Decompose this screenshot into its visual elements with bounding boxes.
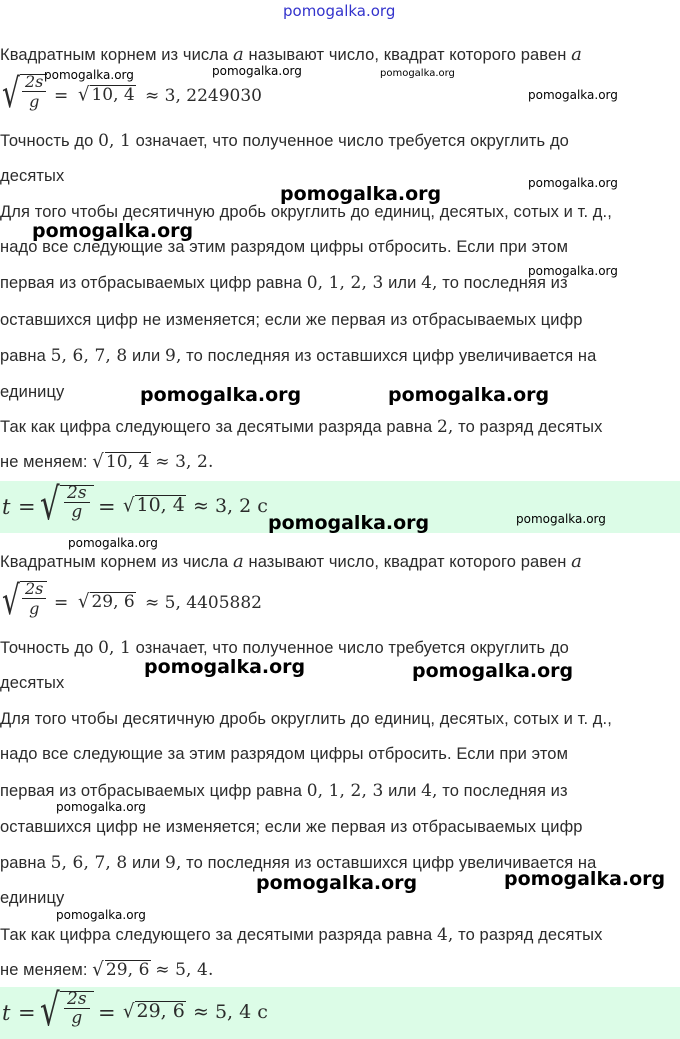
- watermark: pomogalka.org: [144, 656, 306, 678]
- rule-line-2: надо все следующие за этим разрядом цифры отбросить. Если при этом: [0, 745, 569, 763]
- watermark: pomogalka.org: [412, 660, 574, 682]
- rule-line-4: оставшихся цифр не изменяется; если же первая из отбрасываемых цифр: [0, 818, 583, 836]
- watermark: pomogalka.org: [56, 908, 146, 922]
- watermark: pomogalka.org: [280, 183, 442, 205]
- watermark: pomogalka.org: [56, 800, 146, 814]
- watermark: pomogalka.org: [528, 176, 618, 190]
- watermark: pomogalka.org: [380, 68, 455, 79]
- watermark: pomogalka.org: [504, 868, 666, 890]
- rule-line-6: единицу: [0, 383, 65, 401]
- rule-line-3: первая из отбрасываемых цифр равна 0, 1, 2, 3 или 4, то последняя из: [0, 273, 568, 293]
- conclusion-line-1: Так как цифра следующего за десятыми разряда равна 4, то разряд десятых: [0, 925, 603, 945]
- watermark: pomogalka.org: [256, 872, 418, 894]
- rule-line-6: единицу: [0, 889, 65, 907]
- watermark: pomogalka.org: [212, 64, 302, 78]
- answer-box: t = √ $\frac{2s}{g}$ = √ 10, 4 ≈ 3, 2 с: [0, 481, 680, 533]
- watermark: pomogalka.org: [388, 384, 550, 406]
- accuracy-end: десятых: [0, 674, 65, 692]
- watermark: pomogalka.org: [528, 264, 618, 278]
- rule-line-2: надо все следующие за этим разрядом цифры отбросить. Если при этом: [0, 238, 569, 256]
- sqrt-formula: √ $\frac{2s}{g}$ = √ 29, 6 ≈ 5, 4405882: [2, 578, 262, 624]
- watermark: pomogalka.org: [44, 68, 134, 82]
- rule-line-1: Для того чтобы десятичную дробь округлить до единиц, десятых, сотых и т. д.,: [0, 710, 612, 728]
- top-watermark: pomogalka.org: [283, 2, 396, 20]
- watermark: pomogalka.org: [68, 536, 158, 550]
- answer-box: t = √ $\frac{2s}{g}$ = √ 29, 6 ≈ 5, 4 с: [0, 987, 680, 1039]
- conclusion-line-1: Так как цифра следующего за десятыми разряда равна 2, то разряд десятых: [0, 417, 603, 437]
- watermark: pomogalka.org: [268, 512, 430, 534]
- definition-line: Квадратным корнем из числа a называют число, квадрат которого равен a: [0, 551, 582, 572]
- watermark: pomogalka.org: [528, 88, 618, 102]
- watermark: pomogalka.org: [32, 220, 194, 242]
- conclusion-line-2: не меняем: √ 10, 4 ≈ 3, 2.: [0, 450, 214, 473]
- rule-line-1: Для того чтобы десятичную дробь округлить до единиц, десятых, сотых и т. д.,: [0, 203, 612, 221]
- definition-line: Квадратным корнем из числа a называют число, квадрат которого равен a: [0, 44, 582, 65]
- accuracy-line: Точность до 0, 1 означает, что полученное число требуется округлить до: [0, 131, 569, 151]
- rule-line-5: равна 5, 6, 7, 8 или 9, то последняя из оставшихся цифр увеличивается на: [0, 853, 597, 873]
- sqrt-formula: √ $\frac{2s}{g}$ = √ 10, 4 ≈ 3, 2249030: [2, 71, 262, 117]
- rule-line-3: первая из отбрасываемых цифр равна 0, 1, 2, 3 или 4, то последняя из: [0, 781, 568, 801]
- rule-line-4: оставшихся цифр не изменяется; если же первая из отбрасываемых цифр: [0, 311, 583, 329]
- watermark: pomogalka.org: [516, 512, 606, 526]
- accuracy-end: десятых: [0, 167, 65, 185]
- conclusion-line-2: не меняем: √ 29, 6 ≈ 5, 4.: [0, 958, 214, 981]
- watermark: pomogalka.org: [140, 384, 302, 406]
- rule-line-5: равна 5, 6, 7, 8 или 9, то последняя из оставшихся цифр увеличивается на: [0, 346, 597, 366]
- accuracy-line: Точность до 0, 1 означает, что полученное число требуется округлить до: [0, 638, 569, 658]
